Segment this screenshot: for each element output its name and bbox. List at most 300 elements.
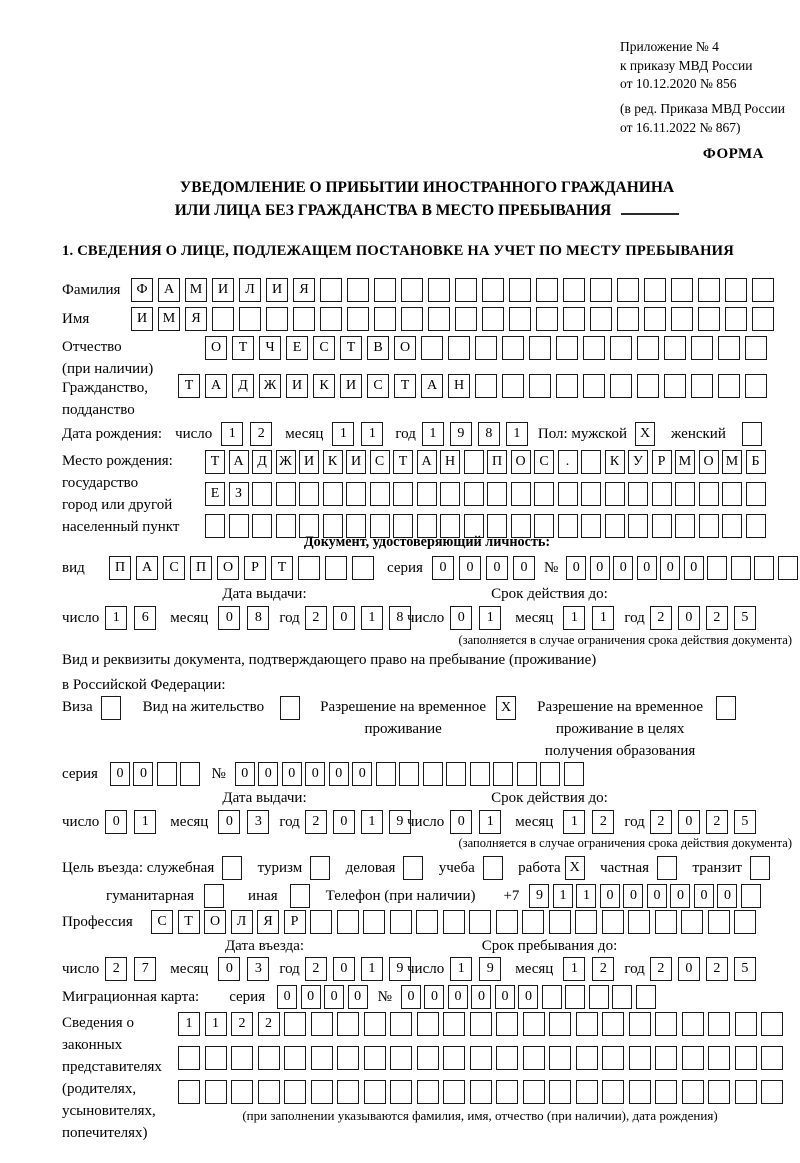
purpose-business-label: деловая — [345, 860, 396, 876]
form-cell — [718, 374, 740, 398]
form-cell — [239, 307, 261, 331]
form-cell: 0 — [218, 810, 240, 834]
form-cell — [745, 374, 767, 398]
form-cell: 1 — [361, 810, 383, 834]
birth-place-label-2: государство — [62, 475, 139, 491]
form-cell — [399, 762, 419, 786]
mig-series-cells — [277, 985, 368, 1009]
form-cell — [325, 556, 347, 580]
form-cell — [374, 278, 396, 302]
form-cell: 8 — [389, 606, 411, 630]
purpose-humanitarian-checkbox — [204, 884, 224, 908]
form-cell — [417, 1012, 439, 1036]
doc-issue-month-cells — [218, 606, 269, 630]
birth-day-cells — [221, 422, 272, 446]
migration-card-row — [62, 985, 792, 1009]
purpose-humanitarian-label: гуманитарная — [106, 888, 195, 904]
doc-valid-until-group — [407, 606, 756, 630]
purpose-tourism-label: туризм — [257, 860, 303, 876]
purpose-other-checkbox — [290, 884, 310, 908]
form-cell — [617, 278, 639, 302]
form-cell — [509, 307, 531, 331]
form-cell: Т — [232, 336, 254, 360]
permit-valid-month-cells — [563, 810, 614, 834]
form-cell: Я — [185, 307, 207, 331]
form-cell — [376, 762, 396, 786]
form-cell — [534, 482, 554, 506]
form-cell: 2 — [305, 957, 327, 981]
form-cell: Е — [205, 482, 225, 506]
form-cell — [523, 1046, 545, 1070]
form-cell — [637, 336, 659, 360]
doc-valid-note: (заполняется в случае ограничения срока действия документа) — [458, 633, 792, 647]
form-cell — [157, 762, 177, 786]
form-cell — [423, 762, 443, 786]
form-cell: 0 — [459, 556, 481, 580]
form-cell — [347, 307, 369, 331]
form-cell: 1 — [479, 606, 501, 630]
form-cell — [629, 1012, 651, 1036]
form-cell: 0 — [450, 810, 472, 834]
form-cell: 0 — [678, 810, 700, 834]
form-cell — [231, 1080, 253, 1104]
form-cell — [731, 556, 751, 580]
form-cell — [523, 1012, 545, 1036]
form-cell — [576, 1012, 598, 1036]
form-cell — [370, 482, 390, 506]
month-label: месяц — [515, 814, 554, 830]
form-cell — [628, 910, 650, 934]
form-cell — [440, 482, 460, 506]
form-cell: Ж — [259, 374, 281, 398]
form-cell: Р — [652, 450, 672, 474]
form-cell — [390, 1080, 412, 1104]
form-cell — [496, 910, 518, 934]
guardians-label-2: законных — [62, 1037, 123, 1053]
form-cell: Б — [746, 450, 766, 474]
form-cell — [284, 1046, 306, 1070]
profession-row — [62, 910, 792, 934]
form-cell — [464, 482, 484, 506]
form-cell — [231, 1046, 253, 1070]
birth-year-cells — [422, 422, 528, 446]
form-cell — [337, 910, 359, 934]
annex-line: от 10.12.2020 № 856 — [620, 76, 737, 92]
mig-number-sign: № — [377, 989, 392, 1005]
permit-number-cells — [235, 762, 584, 786]
purpose-business-checkbox — [403, 856, 423, 880]
citizenship-label: Гражданство, — [62, 380, 149, 396]
entry-purpose-row — [62, 856, 770, 880]
annex-block — [620, 38, 785, 137]
form-cell — [583, 374, 605, 398]
form-cell: 0 — [348, 985, 368, 1009]
form-cell: 0 — [282, 762, 302, 786]
birth-date-row — [62, 422, 792, 446]
form-cell — [698, 278, 720, 302]
form-cell — [346, 482, 366, 506]
form-cell — [628, 482, 648, 506]
doc-number-sign: № — [543, 560, 559, 576]
stay-day-cells — [450, 957, 501, 981]
form-cell: Л — [239, 278, 261, 302]
birth-place-label-3: город или другой — [62, 497, 173, 513]
form-cell — [401, 278, 423, 302]
form-cell: Н — [448, 374, 470, 398]
form-cell — [602, 1012, 624, 1036]
form-cell — [276, 482, 296, 506]
form-cell — [549, 1046, 571, 1070]
form-cell: Ф — [131, 278, 153, 302]
permit-series-label: серия — [62, 766, 98, 782]
form-cell — [590, 307, 612, 331]
temp-residence-edu-checkbox — [716, 696, 736, 720]
citizenship-row — [62, 374, 792, 421]
form-cell — [735, 1080, 757, 1104]
visa-label: Виза — [62, 699, 93, 715]
purpose-study-checkbox — [483, 856, 503, 880]
form-cell — [311, 1012, 333, 1036]
birth-place-cells-row2 — [205, 482, 766, 506]
form-cell: К — [605, 450, 625, 474]
form-cell: М — [722, 450, 742, 474]
form-cell — [583, 336, 605, 360]
form-cell — [417, 482, 437, 506]
doc-issue-date-head: Дата выдачи: — [222, 586, 307, 602]
form-cell — [299, 482, 319, 506]
form-cell: 0 — [623, 884, 643, 908]
phone-cells — [529, 884, 761, 908]
form-cell: 0 — [333, 606, 355, 630]
form-cell: 1 — [205, 1012, 227, 1036]
form-cell — [682, 1080, 704, 1104]
form-cell — [390, 1046, 412, 1070]
form-cell: 1 — [134, 810, 156, 834]
day-label: число — [62, 961, 100, 977]
identity-doc-heading: Документ, удостоверяющий личность: — [303, 534, 551, 550]
form-cell: О — [511, 450, 531, 474]
form-cell: С — [534, 450, 554, 474]
entry-purpose-row2 — [62, 884, 792, 908]
form-cell: 2 — [305, 810, 327, 834]
form-cell — [536, 278, 558, 302]
form-cell — [212, 307, 234, 331]
form-cell — [482, 307, 504, 331]
form-cell — [655, 1080, 677, 1104]
birth-date-label: Дата рождения: — [62, 426, 163, 442]
doc-valid-day-cells — [450, 606, 501, 630]
form-cell: Р — [244, 556, 266, 580]
doc-valid-until-head: Срок действия до: — [491, 586, 608, 602]
entry-day-cells — [105, 957, 156, 981]
permit-issue-date-group — [62, 810, 407, 834]
form-cell — [605, 482, 625, 506]
permit-number-sign: № — [211, 766, 226, 782]
entry-year-cells — [305, 957, 411, 981]
form-cell: 0 — [600, 884, 620, 908]
birth-month-cells — [332, 422, 383, 446]
guardians-label-1: Сведения о — [62, 1015, 134, 1031]
day-label: число — [175, 426, 213, 442]
form-cell: К — [313, 374, 335, 398]
form-cell: Л — [231, 910, 253, 934]
form-cell: З — [229, 482, 249, 506]
form-cell — [470, 1080, 492, 1104]
month-label: месяц — [170, 961, 209, 977]
form-cell: Т — [393, 450, 413, 474]
purpose-study-label: учеба — [438, 860, 475, 876]
form-cell: П — [487, 450, 507, 474]
form-cell — [180, 762, 200, 786]
form-cell — [428, 278, 450, 302]
doc-dates-row — [62, 606, 792, 630]
profession-cells — [151, 910, 756, 934]
form-cell: С — [313, 336, 335, 360]
form-cell: 0 — [647, 884, 667, 908]
form-cell: А — [421, 374, 443, 398]
form-cell: 0 — [694, 884, 714, 908]
section1-heading: 1. СВЕДЕНИЯ О ЛИЦЕ, ПОДЛЕЖАЩЕМ ПОСТАНОВКЕ НА УЧЕТ ПО МЕСТУ ПРЕБЫВАНИЯ — [62, 243, 734, 259]
entry-dates-row — [62, 957, 792, 981]
form-cell: 1 — [105, 606, 127, 630]
form-cell: А — [417, 450, 437, 474]
doc-type-label: вид — [62, 560, 85, 576]
form-cell — [390, 910, 412, 934]
form-cell: 0 — [448, 985, 468, 1009]
form-cell: С — [163, 556, 185, 580]
doc-issue-date-group — [62, 606, 407, 630]
form-cell: О — [394, 336, 416, 360]
form-cell: 1 — [221, 422, 243, 446]
form-cell — [761, 1046, 783, 1070]
form-cell — [735, 1046, 757, 1070]
form-cell — [681, 910, 703, 934]
form-cell: 1 — [361, 957, 383, 981]
form-cell: И — [131, 307, 153, 331]
form-cell — [707, 556, 727, 580]
temp-residence-edu-label: Разрешение на временное проживание в целях получения образования — [537, 699, 704, 759]
form-cell: 2 — [592, 810, 614, 834]
form-cell — [581, 482, 601, 506]
form-cell: 0 — [513, 556, 535, 580]
form-cell: О — [205, 336, 227, 360]
form-cell: 0 — [352, 762, 372, 786]
purpose-tourism-checkbox — [310, 856, 330, 880]
form-cell — [337, 1080, 359, 1104]
citizenship-label-2: подданство — [62, 402, 135, 418]
form-cell — [421, 336, 443, 360]
form-cell: А — [205, 374, 227, 398]
form-cell: Я — [293, 278, 315, 302]
form-cell: 2 — [650, 810, 672, 834]
month-label: месяц — [515, 961, 554, 977]
form-cell: 0 — [105, 810, 127, 834]
form-cell: Р — [284, 910, 306, 934]
amendment-line: (в ред. Приказа МВД России — [620, 100, 785, 116]
form-cell: 3 — [247, 957, 269, 981]
given-name-label: Имя — [62, 311, 90, 327]
form-cell — [718, 336, 740, 360]
guardians-label-5: усыновителях, — [62, 1103, 156, 1119]
entry-date-head: Дата въезда: — [224, 938, 305, 954]
form-cell — [284, 1080, 306, 1104]
surname-row — [62, 278, 792, 302]
sex-male-checkbox: X — [635, 422, 655, 446]
form-cell — [589, 985, 609, 1009]
form-cell — [443, 1080, 465, 1104]
form-cell: 0 — [110, 762, 130, 786]
form-cell: 0 — [424, 985, 444, 1009]
year-label: год — [279, 814, 300, 830]
form-cell: Ж — [276, 450, 296, 474]
form-cell: 0 — [333, 957, 355, 981]
phone-label: Телефон (при наличии) — [325, 888, 476, 904]
form-cell: 2 — [258, 1012, 280, 1036]
document-title — [62, 176, 792, 223]
form-cell — [482, 278, 504, 302]
form-cell — [529, 374, 551, 398]
form-cell — [549, 910, 571, 934]
form-cell — [602, 910, 624, 934]
form-cell: 0 — [590, 556, 610, 580]
form-cell — [496, 1080, 518, 1104]
form-cell — [364, 1012, 386, 1036]
entry-purpose-official-label: Цель въезда: служебная — [62, 860, 215, 876]
form-cell: И — [340, 374, 362, 398]
form-cell: И — [346, 450, 366, 474]
doc-valid-year-cells — [650, 606, 756, 630]
form-cell — [470, 1012, 492, 1036]
form-cell — [352, 556, 374, 580]
form-cell: 0 — [637, 556, 657, 580]
form-cell — [493, 762, 513, 786]
guardians-label-3: представителях — [62, 1059, 162, 1075]
form-cell — [443, 1012, 465, 1036]
form-cell: 0 — [486, 556, 508, 580]
form-cell — [610, 374, 632, 398]
form-cell: 1 — [422, 422, 444, 446]
form-cell — [205, 1080, 227, 1104]
form-cell — [496, 1012, 518, 1036]
form-cell — [393, 482, 413, 506]
form-cell — [517, 762, 537, 786]
form-cell — [699, 482, 719, 506]
form-cell — [470, 1046, 492, 1070]
form-cell — [320, 278, 342, 302]
mig-number-cells — [401, 985, 656, 1009]
doc-series-cells — [432, 556, 535, 580]
residence-doc-options — [62, 696, 792, 762]
form-cell — [664, 374, 686, 398]
form-cell — [205, 1046, 227, 1070]
form-cell — [725, 307, 747, 331]
form-cell — [735, 1012, 757, 1036]
form-cell: 0 — [218, 957, 240, 981]
profession-label: Профессия — [62, 914, 133, 930]
month-label: месяц — [170, 610, 209, 626]
form-cell: 0 — [133, 762, 153, 786]
annex-line: к приказу МВД России — [620, 57, 753, 73]
form-cell: 1 — [553, 884, 573, 908]
form-cell — [558, 482, 578, 506]
day-label: число — [62, 814, 100, 830]
form-cell: О — [217, 556, 239, 580]
form-cell: А — [136, 556, 158, 580]
guardians-cells-row1 — [178, 1012, 783, 1036]
permit-valid-until-group — [407, 810, 756, 834]
form-cell: М — [675, 450, 695, 474]
form-cell — [529, 336, 551, 360]
form-cell — [556, 374, 578, 398]
stay-until-head: Срок пребывания до: — [481, 938, 618, 954]
form-cell: 0 — [305, 762, 325, 786]
form-cell: 9 — [529, 884, 549, 908]
form-cell: 1 — [479, 810, 501, 834]
form-cell: 0 — [450, 606, 472, 630]
purpose-transit-label: транзит — [692, 860, 742, 876]
form-cell — [556, 336, 578, 360]
form-cell: 0 — [432, 556, 454, 580]
residence-permit-label: Вид на жительство — [142, 699, 265, 715]
form-cell — [475, 336, 497, 360]
form-cell: 1 — [592, 606, 614, 630]
form-cell: 1 — [506, 422, 528, 446]
form-cell: 2 — [592, 957, 614, 981]
form-cell — [509, 278, 531, 302]
form-cell: 5 — [734, 810, 756, 834]
form-cell: 9 — [450, 422, 472, 446]
form-cell — [671, 307, 693, 331]
form-cell: 1 — [178, 1012, 200, 1036]
form-cell — [644, 278, 666, 302]
permit-valid-note: (заполняется в случае ограничения срока действия документа) — [458, 836, 792, 850]
form-cell — [752, 307, 774, 331]
form-cell — [469, 910, 491, 934]
surname-cells — [131, 278, 774, 302]
form-cell — [464, 450, 484, 474]
citizenship-cells — [178, 374, 767, 398]
form-cell — [258, 1080, 280, 1104]
patronymic-label: Отчество — [62, 339, 122, 355]
form-cell: Т — [340, 336, 362, 360]
form-cell: П — [190, 556, 212, 580]
form-cell: Т — [205, 450, 225, 474]
stay-month-cells — [563, 957, 614, 981]
form-cell — [655, 1046, 677, 1070]
form-cell: 9 — [389, 957, 411, 981]
form-cell: . — [558, 450, 578, 474]
doc-number-cells — [566, 556, 800, 580]
form-cell — [502, 336, 524, 360]
form-cell — [725, 278, 747, 302]
form-cell — [575, 910, 597, 934]
form-cell: Н — [440, 450, 460, 474]
form-cell: 2 — [650, 957, 672, 981]
form-cell — [293, 307, 315, 331]
form-cell — [563, 278, 585, 302]
form-cell: О — [204, 910, 226, 934]
form-cell — [752, 278, 774, 302]
form-cell — [682, 1012, 704, 1036]
form-cell: 0 — [235, 762, 255, 786]
form-cell — [610, 336, 632, 360]
permit-series-cells — [110, 762, 201, 786]
form-cell: 0 — [277, 985, 297, 1009]
form-cell: И — [286, 374, 308, 398]
form-cell: 1 — [563, 810, 585, 834]
form-cell: К — [323, 450, 343, 474]
form-cell — [602, 1080, 624, 1104]
